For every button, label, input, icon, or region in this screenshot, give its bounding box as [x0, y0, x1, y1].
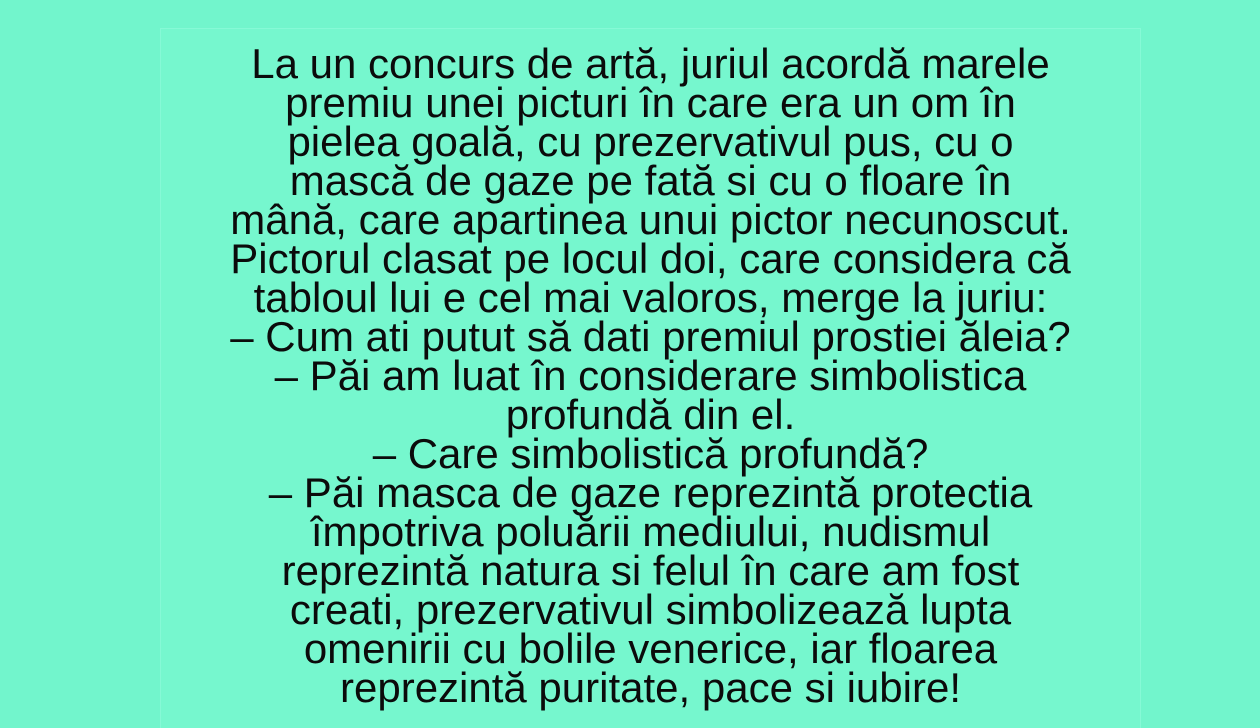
- joke-line: premiu unei picturi în care era un om în: [285, 79, 1016, 126]
- joke-line: pielea goală, cu prezervativul pus, cu o: [287, 118, 1014, 165]
- dialogue-line: – Păi masca de gaze reprezintă protectia: [268, 469, 1033, 516]
- joke-line: tabloul lui e cel mai valoros, merge la juriu:: [253, 274, 1048, 321]
- dialogue-line: omenirii cu bolile venerice, iar floarea: [303, 625, 998, 672]
- dialogue-line: – Cum ati putut să dati premiul prostiei ăleia?: [230, 313, 1071, 360]
- dialogue-line: reprezintă natura si felul în care am fost: [281, 547, 1020, 594]
- joke-line: Pictorul clasat pe locul doi, care considera că: [230, 235, 1071, 282]
- joke-text: [160, 40, 1141, 711]
- dialogue-line: împotriva poluării mediului, nudismul: [310, 508, 991, 555]
- dialogue-line: – Păi am luat în considerare simbolistica: [274, 352, 1027, 399]
- dialogue-line: – Care simbolistică profundă?: [372, 430, 929, 477]
- dialogue-line: reprezintă puritate, pace si iubire!: [340, 664, 961, 711]
- joke-line: mască de gaze pe fată si cu o floare în: [289, 157, 1012, 204]
- dialogue-line: creati, prezervativul simbolizează lupta: [289, 586, 1012, 633]
- joke-line: mână, care apartinea unui pictor necunoscut.: [230, 196, 1071, 243]
- dialogue-line: profundă din el.: [505, 391, 796, 438]
- joke-line: La un concurs de artă, juriul acordă marele: [251, 40, 1050, 87]
